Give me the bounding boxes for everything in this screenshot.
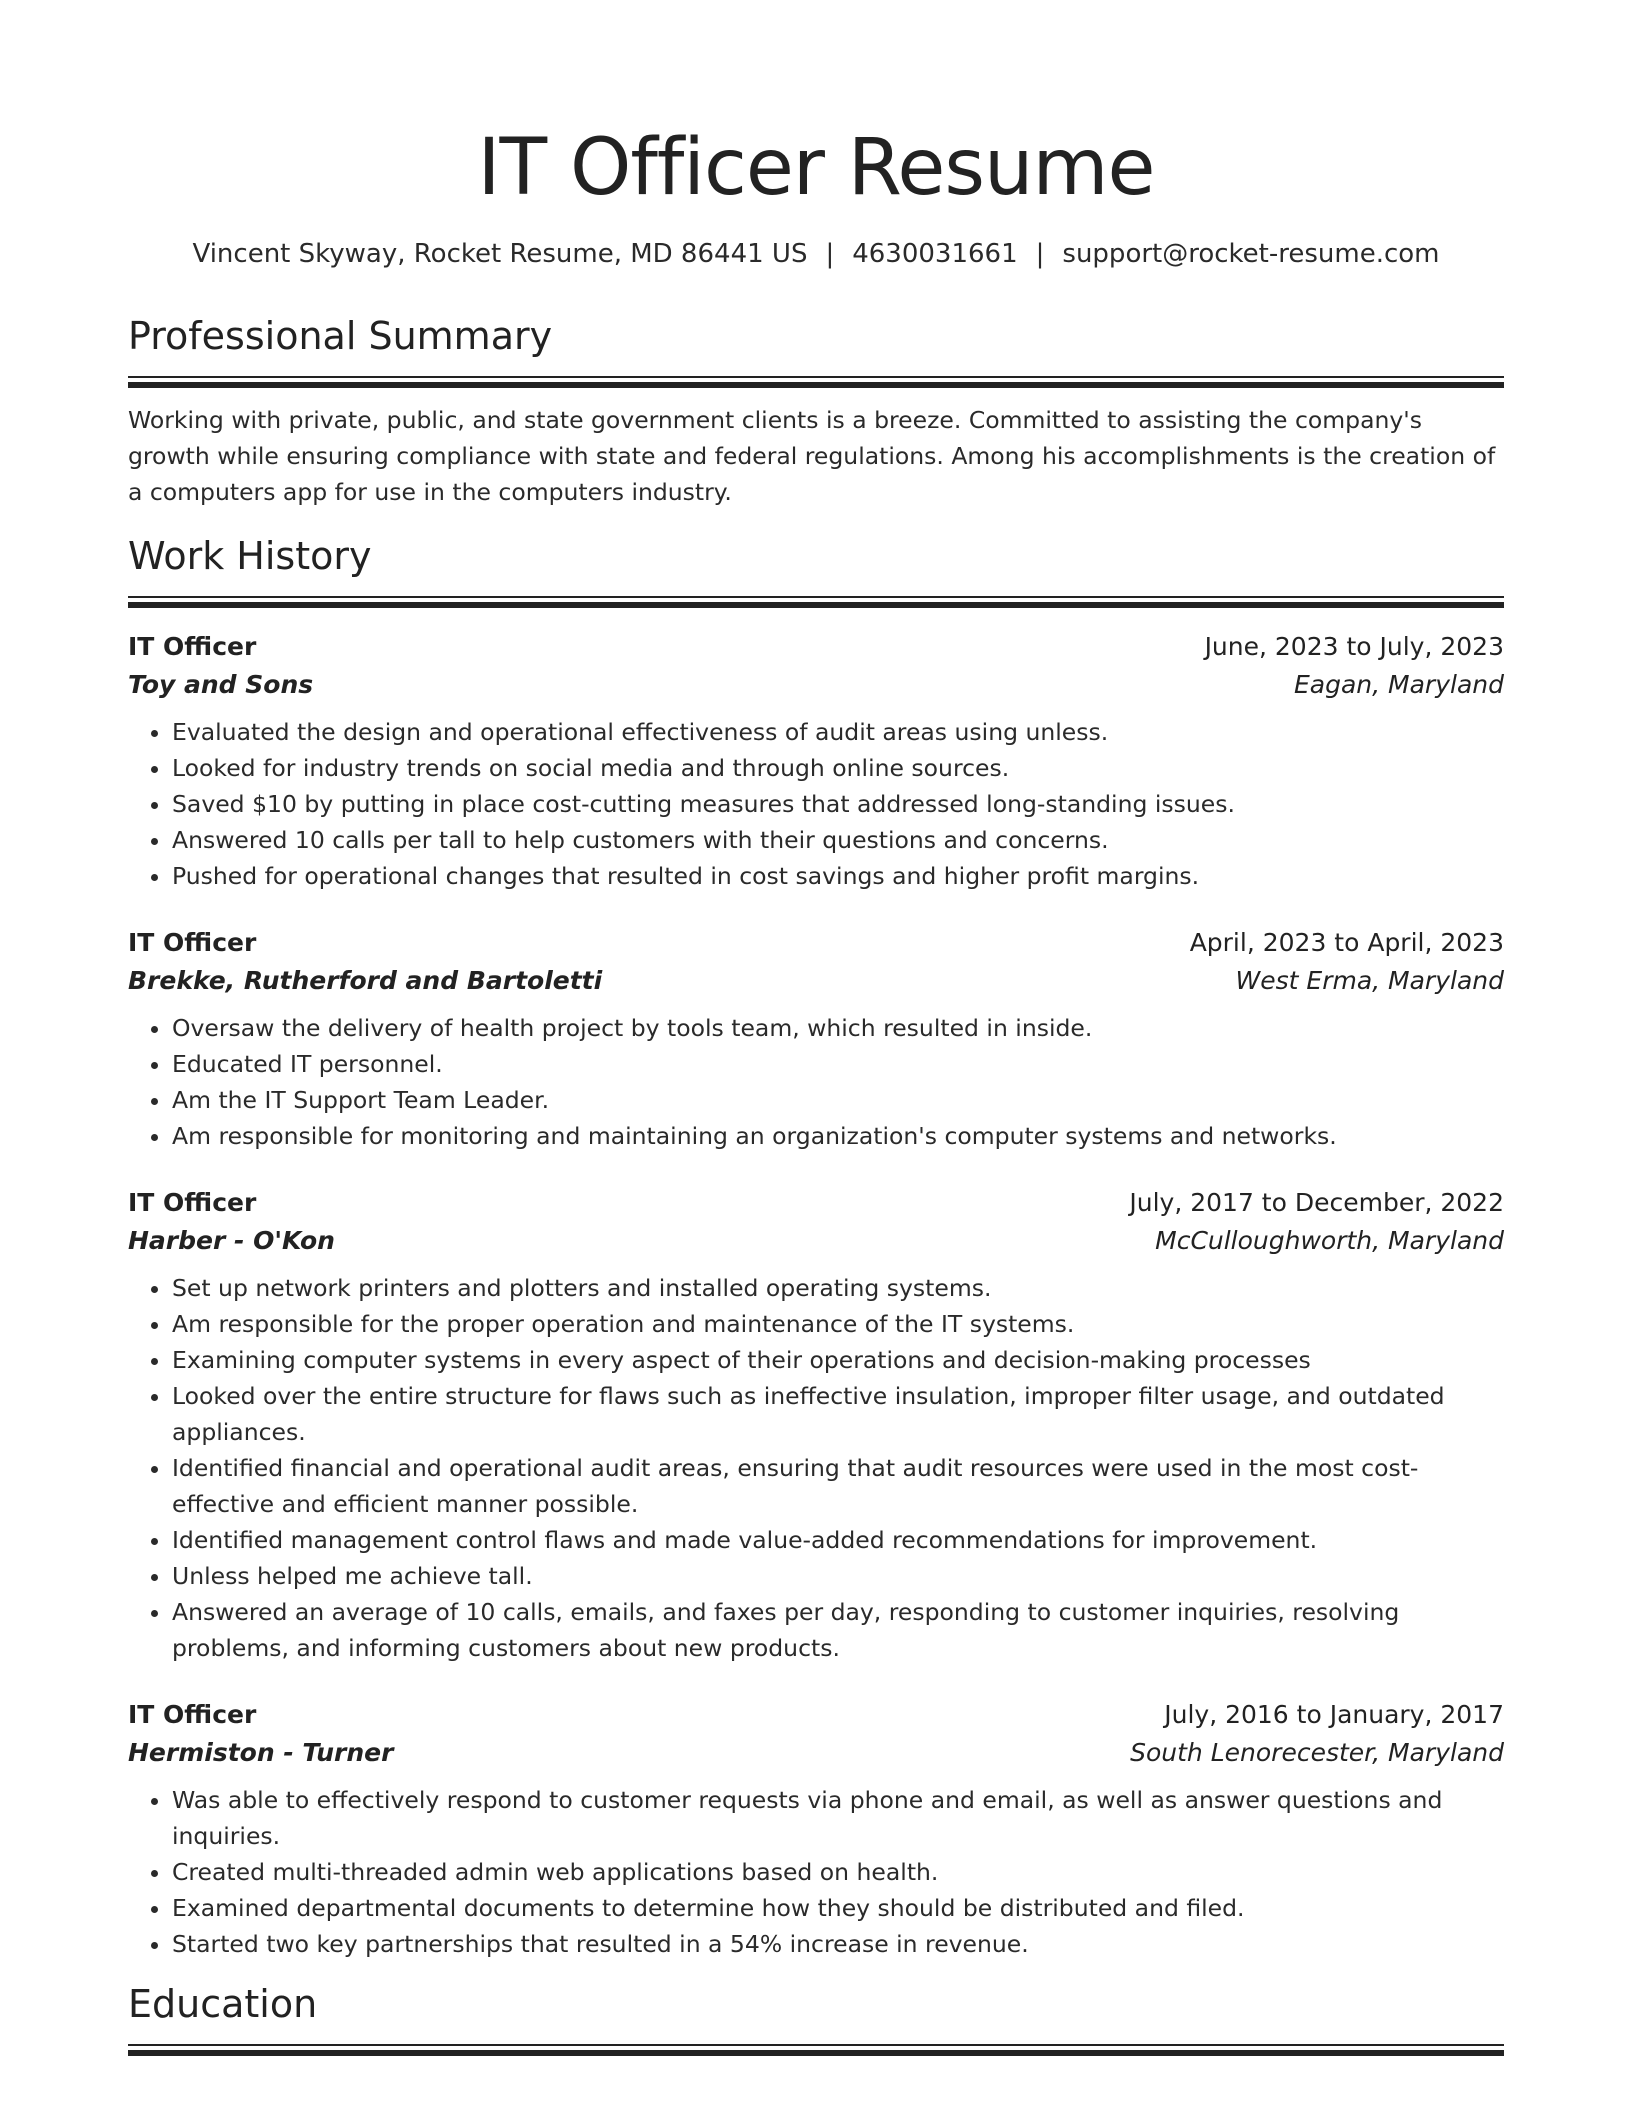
- job-location: South Lenorecester, Maryland: [1130, 1738, 1504, 1767]
- bullet-item: • Answered 10 calls per tall to help customers with their questions and concerns.: [172, 822, 1504, 858]
- job-entry: [128, 924, 1504, 1154]
- job-bullets: [128, 1782, 1504, 1962]
- job-location: McCulloughworth, Maryland: [1155, 1226, 1504, 1255]
- bullet-item: • Looked for industry trends on social media and through online sources.: [172, 750, 1504, 786]
- job-bullets: [128, 714, 1504, 894]
- job-company-row: [128, 962, 1504, 1000]
- bullet-item: • Created multi-threaded admin web applications based on health.: [172, 1854, 1504, 1890]
- job-title-row: [128, 628, 1504, 666]
- contact-phone: 4630031661: [852, 239, 1018, 269]
- education-section: [128, 1980, 1504, 2056]
- bullet-item: • Examining computer systems in every aspect of their operations and decision-making processes: [172, 1342, 1504, 1378]
- job-bullets: [128, 1270, 1504, 1666]
- job-location: Eagan, Maryland: [1294, 670, 1504, 699]
- bullet-item: • Identified financial and operational audit areas, ensuring that audit resources were used in the most cost-effective and efficient manner possible.: [172, 1450, 1504, 1522]
- job-entry: [128, 1696, 1504, 1962]
- summary-heading: Professional Summary: [128, 314, 553, 358]
- job-company: Hermiston - Turner: [128, 1738, 394, 1767]
- contact-email: support@rocket-resume.com: [1062, 239, 1440, 269]
- bullet-item: • Pushed for operational changes that resulted in cost savings and higher profit margins.: [172, 858, 1504, 894]
- job-company: Brekke, Rutherford and Bartoletti: [128, 966, 603, 995]
- job-location: West Erma, Maryland: [1235, 966, 1504, 995]
- education-heading: Education: [128, 1982, 318, 2026]
- job-company-row: [128, 1734, 1504, 1772]
- job-dates: June, 2023 to July, 2023: [1204, 632, 1504, 661]
- section-divider: [128, 596, 1504, 608]
- bullet-item: • Examined departmental documents to determine how they should be distributed and filed.: [172, 1890, 1504, 1926]
- summary-section: [128, 312, 1504, 510]
- bullet-item: • Am the IT Support Team Leader.: [172, 1082, 1504, 1118]
- job-company: Harber - O'Kon: [128, 1226, 335, 1255]
- section-divider: [128, 376, 1504, 388]
- job-title-row: [128, 1696, 1504, 1734]
- job-dates: April, 2023 to April, 2023: [1189, 928, 1504, 957]
- job-title: IT Officer: [128, 632, 257, 661]
- bullet-item: • Identified management control flaws and made value-added recommendations for improvement.: [172, 1522, 1504, 1558]
- bullet-item: • Started two key partnerships that resulted in a 54% increase in revenue.: [172, 1926, 1504, 1962]
- contact-separator: |: [825, 239, 835, 269]
- contact-separator: |: [1035, 239, 1045, 269]
- section-divider: [128, 2044, 1504, 2056]
- work-history-section: [128, 532, 1504, 1962]
- job-title-row: [128, 924, 1504, 962]
- contact-address: Vincent Skyway, Rocket Resume, MD 86441 US: [192, 239, 808, 269]
- bullet-item: • Unless helped me achieve tall.: [172, 1558, 1504, 1594]
- job-entry: [128, 628, 1504, 894]
- job-title: IT Officer: [128, 928, 257, 957]
- bullet-item: • Set up network printers and plotters and installed operating systems.: [172, 1270, 1504, 1306]
- job-title-row: [128, 1184, 1504, 1222]
- job-company-row: [128, 1222, 1504, 1260]
- bullet-item: • Answered an average of 10 calls, emails, and faxes per day, responding to customer inquiries, resolving problems, and informing customers about new products.: [172, 1594, 1504, 1666]
- page-title: IT Officer Resume: [477, 123, 1155, 213]
- job-company-row: [128, 666, 1504, 704]
- job-dates: July, 2017 to December, 2022: [1129, 1188, 1504, 1217]
- job-title: IT Officer: [128, 1700, 257, 1729]
- bullet-item: • Am responsible for the proper operation and maintenance of the IT systems.: [172, 1306, 1504, 1342]
- job-company: Toy and Sons: [128, 670, 314, 699]
- bullet-item: • Evaluated the design and operational effectiveness of audit areas using unless.: [172, 714, 1504, 750]
- job-entry: [128, 1184, 1504, 1666]
- bullet-item: • Educated IT personnel.: [172, 1046, 1504, 1082]
- bullet-item: • Am responsible for monitoring and maintaining an organization's computer systems and networks.: [172, 1118, 1504, 1154]
- work-history-heading: Work History: [128, 534, 372, 578]
- bullet-item: • Looked over the entire structure for flaws such as ineffective insulation, improper filter usage, and outdated appliances.: [172, 1378, 1504, 1450]
- summary-text: Working with private, public, and state government clients is a breeze. Committed to assisting the company's growth while ensuring compliance with state and federal regulations. Among his accomplishments is the creation of a computers app for use in the computers industry.: [128, 406, 1496, 506]
- job-bullets: [128, 1010, 1504, 1154]
- bullet-item: • Saved $10 by putting in place cost-cutting measures that addressed long-standing issues.: [172, 786, 1504, 822]
- contact-line: [128, 236, 1504, 272]
- bullet-item: • Was able to effectively respond to customer requests via phone and email, as well as answer questions and inquiries.: [172, 1782, 1504, 1854]
- job-title: IT Officer: [128, 1188, 257, 1217]
- job-dates: July, 2016 to January, 2017: [1164, 1700, 1504, 1729]
- bullet-item: • Oversaw the delivery of health project by tools team, which resulted in inside.: [172, 1010, 1504, 1046]
